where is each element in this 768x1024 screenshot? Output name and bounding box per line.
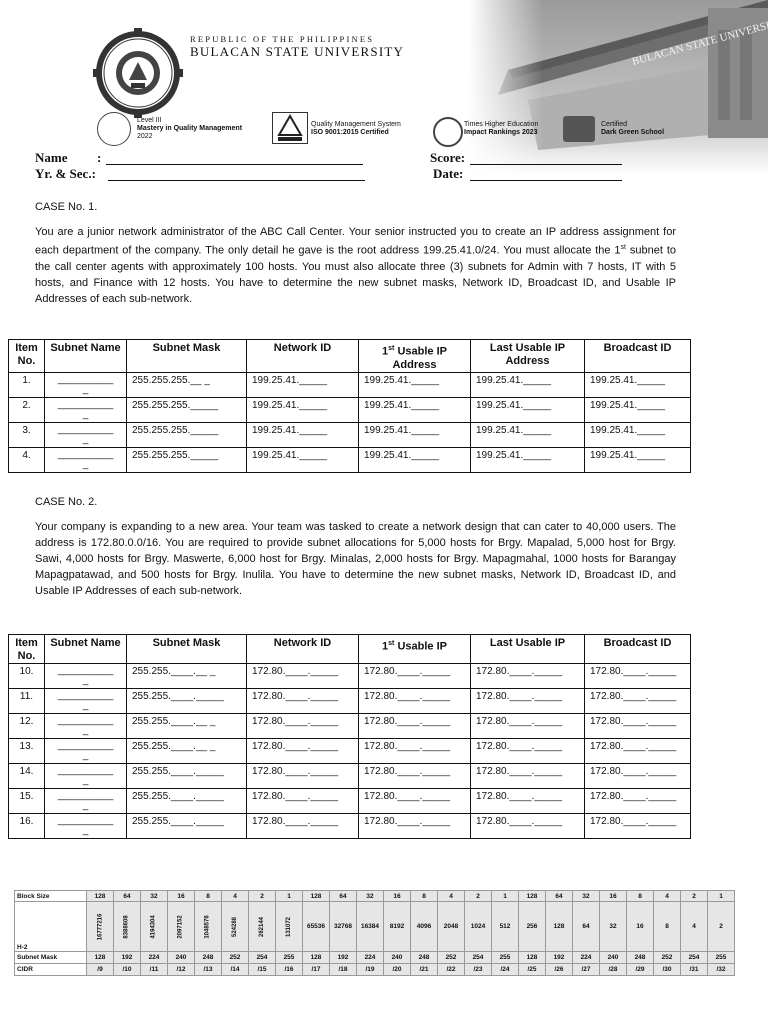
the-badge: Times Higher Education Impact Rankings 2023 (464, 121, 539, 136)
block-size-cell: 2 (465, 891, 492, 902)
last-usable-cell[interactable]: 172.80.____._____ (471, 689, 585, 714)
item-no: 13. (9, 739, 45, 764)
mask-value-cell: 252 (438, 952, 465, 964)
block-size-cell: 32 (141, 891, 168, 902)
mask-value-cell: 248 (627, 952, 654, 964)
name-colon: : (97, 150, 102, 165)
subnet-name-blank[interactable]: __________ _ (45, 814, 127, 839)
hosts-cell: 4 (681, 902, 708, 952)
case2-title: CASE No. 2. (35, 496, 98, 508)
republic-heading: REPUBLIC OF THE PHILIPPINES (190, 34, 375, 44)
the-logo-icon (433, 117, 463, 147)
first-usable-cell[interactable]: 172.80.____._____ (359, 689, 471, 714)
cidr-cell: /19 (357, 964, 384, 976)
case1-title: CASE No. 1. (35, 201, 98, 213)
table-row (9, 764, 691, 789)
yr-sec-label: Yr. & Sec.: (35, 166, 96, 181)
block-size-cell: 64 (330, 891, 357, 902)
subnet-mask-cell[interactable]: 255.255.255._____ (127, 397, 247, 422)
cidr-cell: /12 (168, 964, 195, 976)
hosts-cell: 2 (708, 902, 735, 952)
cidr-cell: /27 (573, 964, 600, 976)
first-usable-cell[interactable]: 199.25.41._____ (359, 447, 471, 472)
last-usable-cell[interactable]: 172.80.____._____ (471, 739, 585, 764)
table-row (9, 422, 691, 447)
block-size-cell: 16 (168, 891, 195, 902)
mask-value-cell: 240 (600, 952, 627, 964)
cidr-cell: /11 (141, 964, 168, 976)
block-size-cell: 2 (681, 891, 708, 902)
header-network-id: Network ID (247, 635, 359, 664)
last-usable-cell[interactable]: 199.25.41._____ (471, 422, 585, 447)
subnet-mask-cell[interactable]: 255.255.____._____ (127, 789, 247, 814)
mask-value-cell: 255 (708, 952, 735, 964)
hosts-value: 2097152 (177, 915, 184, 939)
block-size-cell: 128 (303, 891, 330, 902)
mask-value-cell: 192 (330, 952, 357, 964)
first-usable-cell[interactable]: 172.80.____._____ (359, 664, 471, 689)
header-last-usable: Last Usable IP Address (471, 340, 585, 373)
first-usable-cell[interactable]: 172.80.____._____ (359, 764, 471, 789)
first-usable-cell[interactable]: 172.80.____._____ (359, 814, 471, 839)
table-row (9, 789, 691, 814)
name-input-line[interactable] (106, 164, 363, 165)
header-broadcast-id: Broadcast ID (585, 635, 691, 664)
item-no: 16. (9, 814, 45, 839)
mask-value-cell: 128 (519, 952, 546, 964)
case2-instructions: Your company is expanding to a new area. Your team was tasked to create a network design that can cater to 40,000 users. The address is 172.80.0.0/16. You are required to provide subnet allocations for 5,000 hosts for Brgy. Mapalad, 5,000 host for Brgy. Sawi, 4,000 hosts for Brgy. Maswerte, 6,000 host for Brgy. Minalas, 2,000 hosts for Brgy. Mapagmahal, 1000 hosts for Barangay Mapagpatawad, and 500 hosts for Brgy. Inulila. You have to determine the new subnet masks, Network ID, Broadcast ID, and Usable IP Addresses of each sub-network. (35, 521, 676, 597)
table-row (9, 664, 691, 689)
table-row (9, 447, 691, 472)
cidr-cell: /21 (411, 964, 438, 976)
hosts-cell: 32768 (330, 902, 357, 952)
broadcast-cell[interactable]: 172.80.____._____ (585, 714, 691, 739)
cidr-cell: /25 (519, 964, 546, 976)
network-id-cell[interactable]: 199.25.41._____ (247, 422, 359, 447)
item-no: 10. (9, 664, 45, 689)
broadcast-cell[interactable]: 199.25.41._____ (585, 372, 691, 397)
accreditation-seal-icon (97, 112, 131, 146)
subnet-mask-cell[interactable]: 255.255.____.__ _ (127, 714, 247, 739)
subnet-mask-cell[interactable]: 255.255.____.__ _ (127, 739, 247, 764)
first-usable-cell[interactable]: 199.25.41._____ (359, 422, 471, 447)
hosts-cell: 1024 (465, 902, 492, 952)
item-no: 2. (9, 397, 45, 422)
broadcast-cell[interactable]: 172.80.____._____ (585, 764, 691, 789)
block-size-cell: 16 (384, 891, 411, 902)
mask-value-cell: 255 (492, 952, 519, 964)
header-last-usable: Last Usable IP (471, 635, 585, 664)
block-size-cell: 8 (627, 891, 654, 902)
cidr-cell: /14 (222, 964, 249, 976)
hosts-cell: 32 (600, 902, 627, 952)
hosts-cell: 128 (546, 902, 573, 952)
block-size-cell: 8 (411, 891, 438, 902)
case2-table (8, 634, 691, 839)
cidr-cell: /18 (330, 964, 357, 976)
subnet-mask-cell[interactable]: 255.255.255._____ (127, 447, 247, 472)
hosts-cell (114, 902, 141, 952)
date-label: Date: (433, 166, 464, 181)
yr-sec-input-line[interactable] (108, 180, 365, 181)
university-name: BULACAN STATE UNIVERSITY (190, 44, 405, 59)
header-subnet-mask: Subnet Mask (127, 340, 247, 373)
network-id-cell[interactable]: 172.80.____._____ (247, 764, 359, 789)
block-size-cell: 4 (222, 891, 249, 902)
table-row (9, 372, 691, 397)
broadcast-cell[interactable]: 172.80.____._____ (585, 689, 691, 714)
mask-value-cell: 192 (114, 952, 141, 964)
cidr-cell: /22 (438, 964, 465, 976)
item-no: 4. (9, 447, 45, 472)
mask-value-cell: 224 (357, 952, 384, 964)
subnet-mask-cell[interactable]: 255.255.____.__ _ (127, 664, 247, 689)
first-usable-cell[interactable]: 172.80.____._____ (359, 789, 471, 814)
network-id-cell[interactable]: 199.25.41._____ (247, 397, 359, 422)
block-size-cell: 128 (519, 891, 546, 902)
hosts-cell: 8192 (384, 902, 411, 952)
cidr-cell: /28 (600, 964, 627, 976)
block-size-cell: 4 (438, 891, 465, 902)
table-row (9, 739, 691, 764)
subnet-mask-row (15, 952, 735, 964)
cidr-label: CIDR (15, 964, 87, 976)
last-usable-cell[interactable]: 172.80.____._____ (471, 664, 585, 689)
mask-value-cell: 128 (303, 952, 330, 964)
score-input-line[interactable] (470, 164, 622, 165)
mask-value-cell: 254 (249, 952, 276, 964)
cidr-cell: /17 (303, 964, 330, 976)
subnet-name-blank[interactable]: __________ _ (45, 689, 127, 714)
hosts-cell: 65536 (303, 902, 330, 952)
subnet-mask-cell[interactable]: 255.255.255._____ (127, 422, 247, 447)
subnet-mask-cell[interactable]: 255.255.____._____ (127, 689, 247, 714)
mask-value-cell: 252 (222, 952, 249, 964)
subnet-mask-cell[interactable]: 255.255.____._____ (127, 814, 247, 839)
cidr-cell: /30 (654, 964, 681, 976)
header-first-usable: 1st Usable IP Address (359, 340, 471, 373)
mask-value-cell: 255 (276, 952, 303, 964)
hosts-cell (141, 902, 168, 952)
item-no: 15. (9, 789, 45, 814)
cidr-cell: /20 (384, 964, 411, 976)
mask-value-cell: 128 (87, 952, 114, 964)
header-item-no: Item No. (9, 340, 45, 373)
cidr-cell: /29 (627, 964, 654, 976)
network-id-cell[interactable]: 199.25.41._____ (247, 372, 359, 397)
hosts-value: 524288 (232, 916, 238, 938)
network-id-cell[interactable]: 172.80.____._____ (247, 789, 359, 814)
network-id-cell[interactable]: 172.80.____._____ (247, 664, 359, 689)
header-broadcast-id: Broadcast ID (585, 340, 691, 373)
broadcast-cell[interactable]: 172.80.____._____ (585, 789, 691, 814)
hosts-cell: 8 (654, 902, 681, 952)
block-size-row (15, 891, 735, 902)
header-subnet-name: Subnet Name (45, 340, 127, 373)
block-size-cell: 2 (249, 891, 276, 902)
item-no: 14. (9, 764, 45, 789)
case1-table (8, 339, 691, 473)
hosts-cell: 256 (519, 902, 546, 952)
table-row (9, 814, 691, 839)
broadcast-cell[interactable]: 199.25.41._____ (585, 422, 691, 447)
hosts-value: 131072 (286, 916, 292, 938)
header-first-usable: 1st Usable IP (359, 635, 471, 664)
subnet-name-blank[interactable]: __________ _ (45, 372, 127, 397)
mask-value-cell: 248 (195, 952, 222, 964)
last-usable-cell[interactable]: 172.80.____._____ (471, 814, 585, 839)
dark-green-school-icon (563, 116, 595, 142)
case1-instructions: You are a junior network administrator of the ABC Call Center. Your senior instructed you to create an IP address assignment for each department of the company. The only detail he gave is the root address 199.25.41.0/24. You must allocate the 1st subnet to the call center agents with approximately 100 hosts. You must also allocate three (3) subnets for Admin with 7 hosts, IT with 5 hosts, and Finance with 12 hosts. You have to determine the new subnet masks, Network ID, Broadcast ID, and Usable IP Addresses of each sub-network. (35, 226, 676, 305)
subnet-name-blank[interactable]: __________ _ (45, 714, 127, 739)
name-label: Name (35, 150, 68, 165)
dgs-badge: Certified Dark Green School (601, 121, 665, 136)
table-row (9, 714, 691, 739)
mask-value-cell: 254 (681, 952, 708, 964)
block-size-cell: 8 (195, 891, 222, 902)
network-id-cell[interactable]: 172.80.____._____ (247, 814, 359, 839)
hosts-cell: 4096 (411, 902, 438, 952)
block-size-cell: 16 (600, 891, 627, 902)
cidr-cell: /15 (249, 964, 276, 976)
hosts-cell (249, 902, 276, 952)
hosts-value: 4194304 (150, 915, 157, 939)
iso-badge: Quality Management System ISO 9001:2015 Certified (311, 121, 401, 136)
hosts-cell (222, 902, 249, 952)
mask-value-cell: 224 (573, 952, 600, 964)
hosts-cell: 64 (573, 902, 600, 952)
date-input-line[interactable] (470, 180, 622, 181)
cidr-row (15, 964, 735, 976)
hosts-cell: 2048 (438, 902, 465, 952)
header-subnet-name: Subnet Name (45, 635, 127, 664)
last-usable-cell[interactable]: 199.25.41._____ (471, 447, 585, 472)
cidr-cell: /24 (492, 964, 519, 976)
score-label: Score: (430, 150, 466, 165)
subnet-name-blank[interactable]: __________ _ (45, 447, 127, 472)
hosts-value: 1048576 (204, 915, 211, 939)
network-id-cell[interactable]: 172.80.____._____ (247, 739, 359, 764)
hosts-value: 262144 (259, 916, 265, 938)
subnet-reference-table (14, 890, 735, 976)
cidr-cell: /9 (87, 964, 114, 976)
hosts-value: 8388608 (123, 915, 130, 939)
tuv-certification-icon (272, 112, 308, 144)
hosts-cell (195, 902, 222, 952)
cidr-cell: /13 (195, 964, 222, 976)
block-size-cell: 64 (546, 891, 573, 902)
mask-value-cell: 254 (465, 952, 492, 964)
cidr-cell: /23 (465, 964, 492, 976)
item-no: 1. (9, 372, 45, 397)
block-size-cell: 32 (357, 891, 384, 902)
header-network-id: Network ID (247, 340, 359, 373)
item-no: 11. (9, 689, 45, 714)
cidr-cell: /31 (681, 964, 708, 976)
university-seal-icon (93, 28, 183, 118)
block-size-cell: 4 (654, 891, 681, 902)
block-size-cell: 1 (708, 891, 735, 902)
mask-value-cell: 252 (654, 952, 681, 964)
network-id-cell[interactable]: 172.80.____._____ (247, 714, 359, 739)
mask-value-cell: 240 (384, 952, 411, 964)
last-usable-cell[interactable]: 199.25.41._____ (471, 372, 585, 397)
network-id-cell[interactable]: 172.80.____._____ (247, 689, 359, 714)
hosts-cell: 16 (627, 902, 654, 952)
table-row (9, 689, 691, 714)
first-usable-cell[interactable]: 172.80.____._____ (359, 739, 471, 764)
hosts-cell (276, 902, 303, 952)
first-usable-cell[interactable]: 172.80.____._____ (359, 714, 471, 739)
mask-value-cell: 224 (141, 952, 168, 964)
broadcast-cell[interactable]: 199.25.41._____ (585, 397, 691, 422)
header-item-no: Item No. (9, 635, 45, 664)
item-no: 3. (9, 422, 45, 447)
broadcast-cell[interactable]: 172.80.____._____ (585, 739, 691, 764)
mask-value-cell: 240 (168, 952, 195, 964)
subnet-name-blank[interactable]: __________ _ (45, 789, 127, 814)
block-size-cell: 1 (276, 891, 303, 902)
block-size-cell: 128 (87, 891, 114, 902)
first-usable-cell[interactable]: 199.25.41._____ (359, 372, 471, 397)
hosts-row (15, 902, 735, 952)
first-usable-cell[interactable]: 199.25.41._____ (359, 397, 471, 422)
cidr-cell: /10 (114, 964, 141, 976)
hosts-cell (87, 902, 114, 952)
broadcast-cell[interactable]: 172.80.____._____ (585, 664, 691, 689)
hosts-value: 16777216 (97, 913, 104, 941)
mask-value-cell: 192 (546, 952, 573, 964)
subnet-mask-cell[interactable]: 255.255.255.__ _ (127, 372, 247, 397)
block-size-label: Block Size (15, 891, 87, 902)
campus-building-image (468, 0, 768, 175)
broadcast-cell[interactable]: 172.80.____._____ (585, 814, 691, 839)
accreditation-badge: Level III Mastery in Quality Management 2022 (137, 117, 243, 140)
header-subnet-mask: Subnet Mask (127, 635, 247, 664)
cidr-cell: /32 (708, 964, 735, 976)
last-usable-cell[interactable]: 199.25.41._____ (471, 397, 585, 422)
mask-value-cell: 248 (411, 952, 438, 964)
block-size-cell: 1 (492, 891, 519, 902)
last-usable-cell[interactable]: 172.80.____._____ (471, 714, 585, 739)
subnet-name-blank[interactable]: __________ _ (45, 397, 127, 422)
hosts-cell: 16384 (357, 902, 384, 952)
subnet-mask-label: Subnet Mask (15, 952, 87, 964)
subnet-name-blank[interactable]: __________ _ (45, 739, 127, 764)
subnet-mask-cell[interactable]: 255.255.____._____ (127, 764, 247, 789)
block-size-cell: 32 (573, 891, 600, 902)
table-row (9, 397, 691, 422)
cidr-cell: /26 (546, 964, 573, 976)
block-size-cell: 64 (114, 891, 141, 902)
last-usable-cell[interactable]: 172.80.____._____ (471, 789, 585, 814)
subnet-name-blank[interactable]: __________ _ (45, 664, 127, 689)
network-id-cell[interactable]: 199.25.41._____ (247, 447, 359, 472)
broadcast-cell[interactable]: 199.25.41._____ (585, 447, 691, 472)
cidr-cell: /16 (276, 964, 303, 976)
hosts-label: H-2 (15, 902, 87, 952)
hosts-cell (168, 902, 195, 952)
last-usable-cell[interactable]: 172.80.____._____ (471, 764, 585, 789)
subnet-name-blank[interactable]: __________ _ (45, 422, 127, 447)
subnet-name-blank[interactable]: __________ _ (45, 764, 127, 789)
hosts-cell: 512 (492, 902, 519, 952)
item-no: 12. (9, 714, 45, 739)
